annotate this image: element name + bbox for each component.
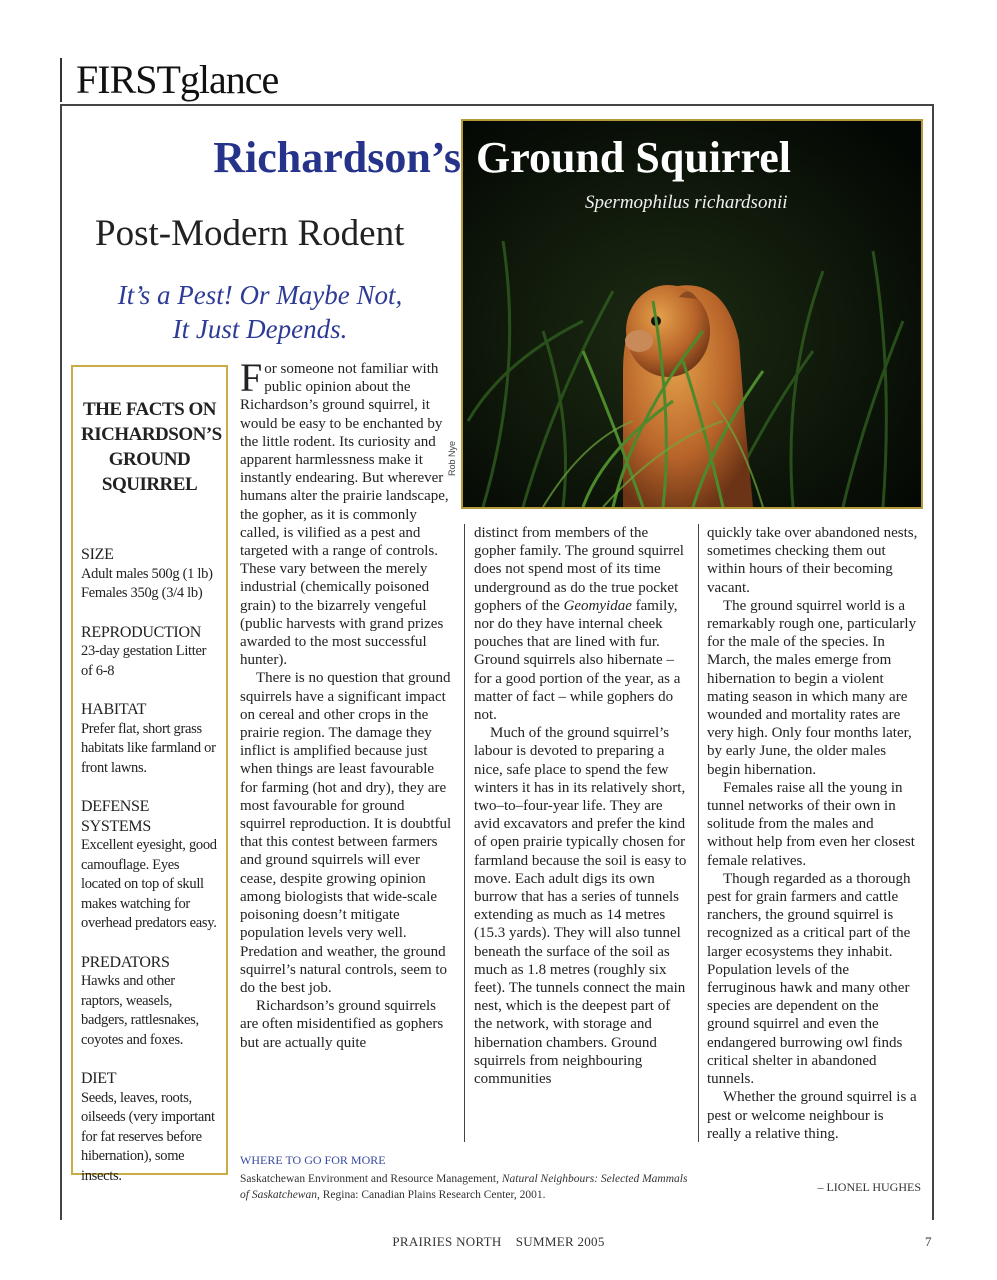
fact-label: SIZE xyxy=(81,546,114,563)
body-column-3 xyxy=(707,524,921,1143)
fact-text: Seeds, leaves, roots, oilseeds (very important for fat reserves before hibernation), some insects. xyxy=(81,1089,215,1184)
kicker-line-2: It Just Depends. xyxy=(172,314,348,344)
body-paragraph: Richardson’s ground squirrels are often misidentified as gophers but are actually quite xyxy=(240,998,444,1051)
page-number: 7 xyxy=(925,1234,932,1249)
fact-label: DEFENSE SYSTEMS xyxy=(81,798,151,835)
facts-sidebar xyxy=(71,365,228,1184)
body-paragraph: Much of the ground squirrel’s labour is devoted to preparing a nice, safe place to spend the few winters it has in its relatively short, two–to–four-year life. They are avid excavators and prefer the kind of open prairie typically chosen for farmland because the soil is easy to move. Each adult digs its own burrow that has a series of tunnels extending as much as 14 metres (15.3 yards). They will also tunnel beneath the surface of the soil as much as 1.8 metres (roughly six feet). The tunnels connect the main nest, which is the deepest part of the network, with storage and hibernation chambers. Ground squirrels from neighbouring communities xyxy=(474,725,687,1088)
title-blue: Richardson’s xyxy=(213,133,461,182)
column-divider xyxy=(464,524,465,1142)
dropcap: F xyxy=(240,355,263,400)
fact-predators xyxy=(81,953,218,1051)
body-paragraph: There is no question that ground squirrels have a significant impact on cereal and other crops in the prairie region. The damage they inflict is amplified because just when things are least favourable for farming (hot and dry), they are most favourable for ground squirrel reproduction. It is doubtful that this contest between farmers and ground squirrels will ever cease, despite growing opinion among biologists that wide-scale poisoning doesn’t mitigate population levels very well. Predation and weather, the ground squirrel’s natural controls, seem to do the best job. xyxy=(240,670,452,996)
fact-text: Adult males 500g (1 lb) Females 350g (3/4 lb) xyxy=(81,565,213,601)
fact-defense xyxy=(81,797,218,934)
byline: – LIONEL HUGHES xyxy=(817,1180,921,1194)
family-name: Geomyidae xyxy=(563,597,632,614)
fact-text: 23-day gestation Litter of 6-8 xyxy=(81,643,207,679)
kicker-line-1: It’s a Pest! Or Maybe Not, xyxy=(117,280,403,310)
fact-reproduction xyxy=(81,623,218,682)
body-column-2 xyxy=(474,524,690,1088)
fact-text: Excellent eyesight, good camouflage. Eyes located on top of skull makes watching for overhead predators easy. xyxy=(81,837,217,931)
fact-label: REPRODUCTION xyxy=(81,623,201,641)
fact-text: Hawks and other raptors, weasels, badgers, rattlesnakes, coyotes and foxes. xyxy=(81,973,199,1048)
fact-label: PREDATORS xyxy=(81,953,170,971)
body-column-1 xyxy=(240,355,454,1052)
body-paragraph: quickly take over abandoned nests, sometimes checking them out within hours of their becoming vacant. xyxy=(707,525,918,596)
fact-diet xyxy=(81,1069,218,1186)
where-heading: WHERE TO GO FOR MORE xyxy=(240,1153,386,1167)
fact-label: HABITAT xyxy=(81,701,147,718)
scientific-name: Spermophilus richardsonii xyxy=(585,192,788,213)
footer: PRAIRIES NORTH SUMMER 2005 xyxy=(392,1234,605,1249)
title-white: Ground Squirrel xyxy=(476,133,792,182)
section-label: FIRSTglance xyxy=(60,58,278,102)
where-to-go xyxy=(240,1153,690,1203)
subtitle: Post-Modern Rodent xyxy=(95,213,405,254)
fact-size xyxy=(81,545,218,604)
fact-label: DIET xyxy=(81,1070,117,1087)
photo-credit: Rob Nye xyxy=(447,440,457,476)
facts-heading: THE FACTS ON RICHARDSON’S GROUND SQUIRREL xyxy=(81,399,222,495)
where-text: Saskatchewan Environment and Resource Management, Natural Neighbours: Selected Mammals of Saskatchewan, Regina: Canadian Plains Research Center, 2001. xyxy=(240,1173,688,1201)
fact-habitat xyxy=(81,700,218,778)
body-paragraph: The ground squirrel world is a remarkably rough one, particularly for the male of the species. In March, the males emerge from hibernation to begin a violent mating season in which many are wounded and mortality rates are very high. Only four months later, by early June, the older males begin hibernation. xyxy=(707,597,917,778)
book-title: Natural Neighbours: Selected Mammals of Saskatchewan xyxy=(240,1173,688,1201)
kicker xyxy=(80,278,440,346)
body-paragraph: Whether the ground squirrel is a pest or welcome neighbour is really a relative thing. xyxy=(707,1089,917,1142)
body-paragraph: Though regarded as a thorough pest for grain farmers and cattle ranchers, the ground squirrel is recognized as a critical part of the larger ecosystems they inhabit. Population levels of the ferruginous hawk and many other species are dependent on the ground squirrel and even the endangered burrowing owl finds critical shelter in abandoned tunnels. xyxy=(707,870,911,1088)
body-paragraph: Females raise all the young in tunnel networks of their own in solitude from the males and without help from even her closest female relatives. xyxy=(707,779,915,869)
fact-text: Prefer flat, short grass habitats like farmland or front lawns. xyxy=(81,720,216,776)
column-divider xyxy=(698,524,699,1142)
body-paragraph: distinct from members of the gopher family. The ground squirrel does not spend most of its time underground as do the true pocket gophers of the Geomyidae family, nor do they have internal cheek pouches that are lined with fur. Ground squirrels also hibernate – for a good portion of the year, as a matter of fact – while gophers do not. xyxy=(474,525,684,724)
body-paragraph: For someone not familiar with public opinion about the Richardson’s ground squirrel, it would be easy to be enchanted by the little rodent. Its curiosity and apparent harmlessness make it instantly endearing. But wherever humans alter the prairie landscape, the gopher, as it is commonly called, is vilified as a pest and targeted with a range of controls. These vary between the merely industrial (chemically poisoned grain) to the bizarrely vengeful (public harvests with grand prizes awarded to the most successful hunter). xyxy=(240,355,449,669)
